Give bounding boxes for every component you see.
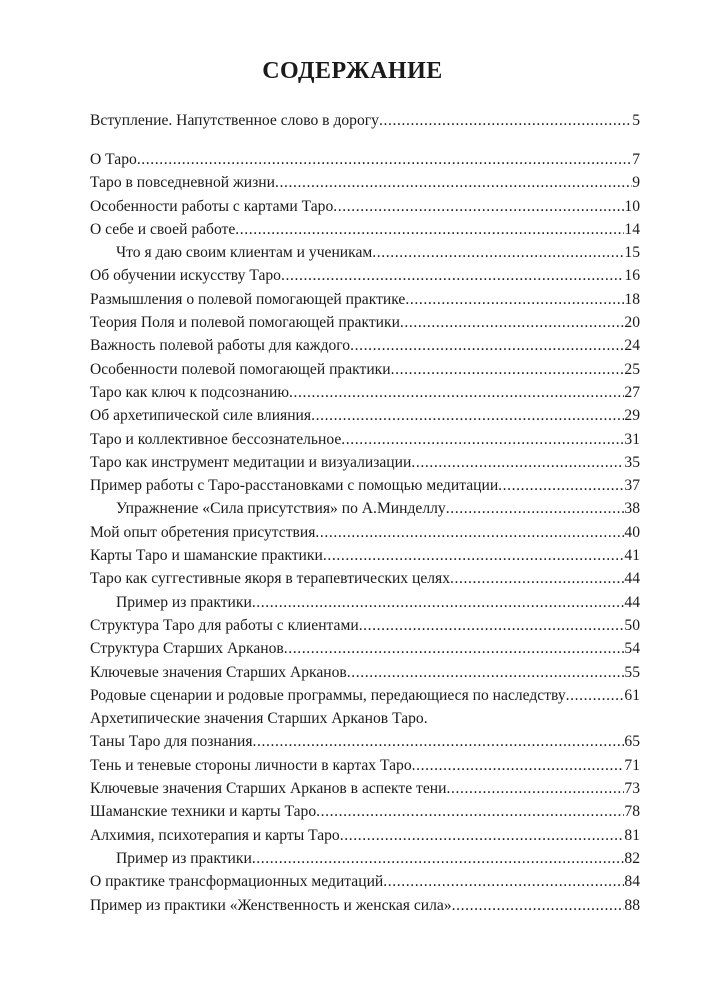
toc-entry (90, 431, 640, 449)
toc-entry-page: 29 (624, 407, 640, 425)
toc-entry (90, 897, 640, 915)
toc-entry-page: 9 (632, 174, 640, 192)
toc-entry-title: Пример из практики (116, 593, 252, 611)
toc-entry (90, 174, 640, 192)
toc-entry-page: 37 (624, 477, 640, 495)
toc-leader-dots (340, 827, 625, 845)
toc-leader-dots (252, 850, 625, 868)
toc-entry-title: Об обучении искусству Таро (90, 267, 281, 285)
toc-entry-title: Таны Таро для познания (90, 733, 253, 751)
toc-entry-page: 82 (624, 849, 640, 867)
toc-entry-title: Таро как ключ к подсознанию (90, 383, 290, 401)
toc-leader-dots (333, 198, 624, 216)
toc-subentry (90, 850, 640, 868)
toc-entry-title: Особенности полевой помогающей практики (90, 360, 391, 378)
toc-entry (90, 267, 640, 285)
toc-entry (90, 873, 640, 891)
toc-entry-page: 50 (624, 616, 640, 634)
toc-leader-dots (284, 640, 625, 658)
toc-leader-dots (498, 477, 624, 495)
toc-entry-page: 16 (624, 267, 640, 285)
toc-leader-dots (452, 897, 625, 915)
toc-entry-title: Таро в повседневной жизни (90, 174, 275, 192)
toc-entry (90, 733, 640, 751)
toc-leader-dots (252, 594, 625, 612)
toc-leader-dots (383, 873, 624, 891)
toc-entry-page: 61 (624, 686, 640, 704)
toc-entry-page: 15 (624, 244, 640, 262)
toc-subentry (90, 594, 640, 612)
toc-entry-title: Мой опыт обретения присутствия (90, 523, 316, 541)
toc-entry (90, 221, 640, 239)
toc-leader-dots (316, 803, 624, 821)
toc-entry (90, 361, 640, 379)
toc-entry (90, 803, 640, 821)
toc-leader-dots (311, 407, 624, 425)
toc-entry-page: 18 (624, 290, 640, 308)
toc-entry-page: 14 (624, 220, 640, 238)
toc-entry-title: Упражнение «Сила присутствия» по А.Минделлу (116, 500, 446, 518)
toc-entry-title: Пример работы с Таро-расстановками с помощью медитации (90, 477, 499, 495)
toc-leader-dots (341, 431, 624, 449)
toc-entry (90, 757, 640, 775)
toc-entry-page: 54 (624, 640, 640, 658)
toc-leader-dots (446, 780, 624, 798)
toc-leader-dots (405, 291, 624, 309)
toc-entry (90, 407, 640, 425)
toc-entry-page: 40 (624, 523, 640, 541)
toc-entry-title: О Таро (90, 151, 137, 168)
toc-entry (90, 687, 640, 705)
toc-leader-dots (359, 617, 625, 635)
toc-entry-title: Шаманские техники и карты Таро (90, 803, 317, 821)
toc-entry (90, 617, 640, 635)
toc-entry-title: Об архетипической силе влияния (90, 407, 312, 425)
toc-entry-page: 81 (624, 826, 640, 844)
toc-entry (90, 112, 640, 130)
toc-entry (90, 780, 640, 798)
toc-entry (90, 524, 640, 542)
toc-entry-page: 78 (624, 803, 640, 821)
toc-entry-page: 55 (624, 663, 640, 681)
toc-entry (90, 547, 640, 565)
toc-entry-page: 38 (624, 500, 640, 518)
toc-leader-dots (235, 221, 624, 239)
toc-entry-page: 20 (624, 314, 640, 332)
toc-leader-dots (253, 733, 625, 751)
toc-subentry (90, 500, 640, 518)
toc-entry (90, 827, 640, 845)
toc-entry-page: 44 (624, 593, 640, 611)
toc-leader-dots (137, 151, 632, 169)
toc-entry (90, 314, 640, 332)
toc-entry-title: О себе и своей работе (90, 220, 236, 238)
toc-entry-title: Размышления о полевой помогающей практике (90, 290, 406, 308)
toc-leader-dots (315, 524, 624, 542)
toc-entry-title: Структура Старших Арканов (90, 640, 284, 658)
toc-entry (90, 198, 640, 216)
toc-leader-dots (400, 314, 624, 332)
toc-entry-title: Таро и коллективное бессознательное (90, 430, 342, 448)
toc-entry-page: 44 (624, 570, 640, 588)
toc-entry-page: 84 (624, 873, 640, 891)
toc-entry-title: Ключевые значения Старших Арканов в аспекте тени (90, 780, 447, 798)
toc-entry-title: Пример из практики (116, 849, 252, 867)
toc-entry-page: 73 (624, 780, 640, 798)
toc-entry-title: Особенности работы с картами Таро (90, 197, 334, 215)
toc-entry-page: 7 (632, 151, 640, 168)
toc-entry-page: 41 (624, 547, 640, 565)
toc-entry-page: 31 (624, 430, 640, 448)
toc-entry-title: Таро как инструмент медитации и визуализации (90, 453, 412, 471)
page-title: СОДЕРЖАНИЕ (262, 58, 443, 84)
toc-subentry (90, 244, 640, 262)
toc-entry (90, 640, 640, 658)
toc-leader-dots (379, 112, 632, 130)
toc-leader-dots (411, 454, 624, 472)
toc-entry-title: Ключевые значения Старших Арканов (90, 663, 347, 681)
toc-leader-dots (391, 361, 625, 379)
toc-entry (90, 454, 640, 472)
table-of-contents (90, 112, 640, 920)
toc-entry (90, 151, 640, 169)
toc-leader-dots (281, 267, 624, 285)
toc-entry-title: Архетипические значения Старших Арканов Таро. (90, 710, 428, 728)
toc-leader-dots (347, 664, 625, 682)
toc-leader-dots (289, 384, 624, 402)
toc-entry-page: 27 (624, 383, 640, 401)
toc-entry-title: Что я даю своим клиентам и ученикам (116, 244, 373, 262)
toc-entry-page: 25 (624, 360, 640, 378)
toc-entry-title: Структура Таро для работы с клиентами (90, 616, 359, 634)
toc-entry (90, 384, 640, 402)
toc-leader-dots (323, 547, 625, 565)
toc-entry-title: Тень и теневые стороны личности в картах Таро (90, 756, 412, 774)
toc-entry-page: 71 (624, 756, 640, 774)
toc-entry-title: Алхимия, психотерапия и карты Таро (90, 826, 340, 844)
toc-entry (90, 477, 640, 495)
toc-entry-title: Теория Поля и полевой помогающей практики (90, 314, 400, 332)
toc-entry-title: Важность полевой работы для каждого (90, 337, 351, 355)
toc-leader-dots (372, 244, 624, 262)
toc-entry-page: 5 (632, 112, 640, 129)
toc-entry (90, 337, 640, 355)
toc-entry (90, 291, 640, 309)
toc-entry-page: 24 (624, 337, 640, 355)
toc-leader-dots (412, 757, 625, 775)
toc-leader-dots (350, 337, 624, 355)
toc-leader-dots (275, 174, 632, 192)
toc-entry-page: 35 (624, 453, 640, 471)
toc-entry (90, 570, 640, 588)
toc-entry-page: 10 (624, 197, 640, 215)
toc-entry-title: Родовые сценарии и родовые программы, передающиеся по наследству (90, 686, 566, 704)
toc-entry-title: Вступление. Напутственное слово в дорогу (90, 112, 379, 129)
toc-entry-title: Таро как суггестивные якоря в терапевтических целях (90, 570, 451, 588)
toc-entry-page: 88 (624, 896, 640, 914)
toc-leader-dots (566, 687, 625, 705)
toc-leader-dots (450, 570, 624, 588)
toc-entry-page: 65 (624, 733, 640, 751)
toc-entry-title: Пример из практики «Женственность и женская сила» (90, 896, 452, 914)
toc-entry-title: О практике трансформационных медитаций (90, 873, 384, 891)
toc-leader-dots (446, 500, 625, 518)
toc-entry-title: Карты Таро и шаманские практики (90, 547, 323, 565)
toc-entry (90, 664, 640, 682)
toc-entry (90, 710, 640, 728)
